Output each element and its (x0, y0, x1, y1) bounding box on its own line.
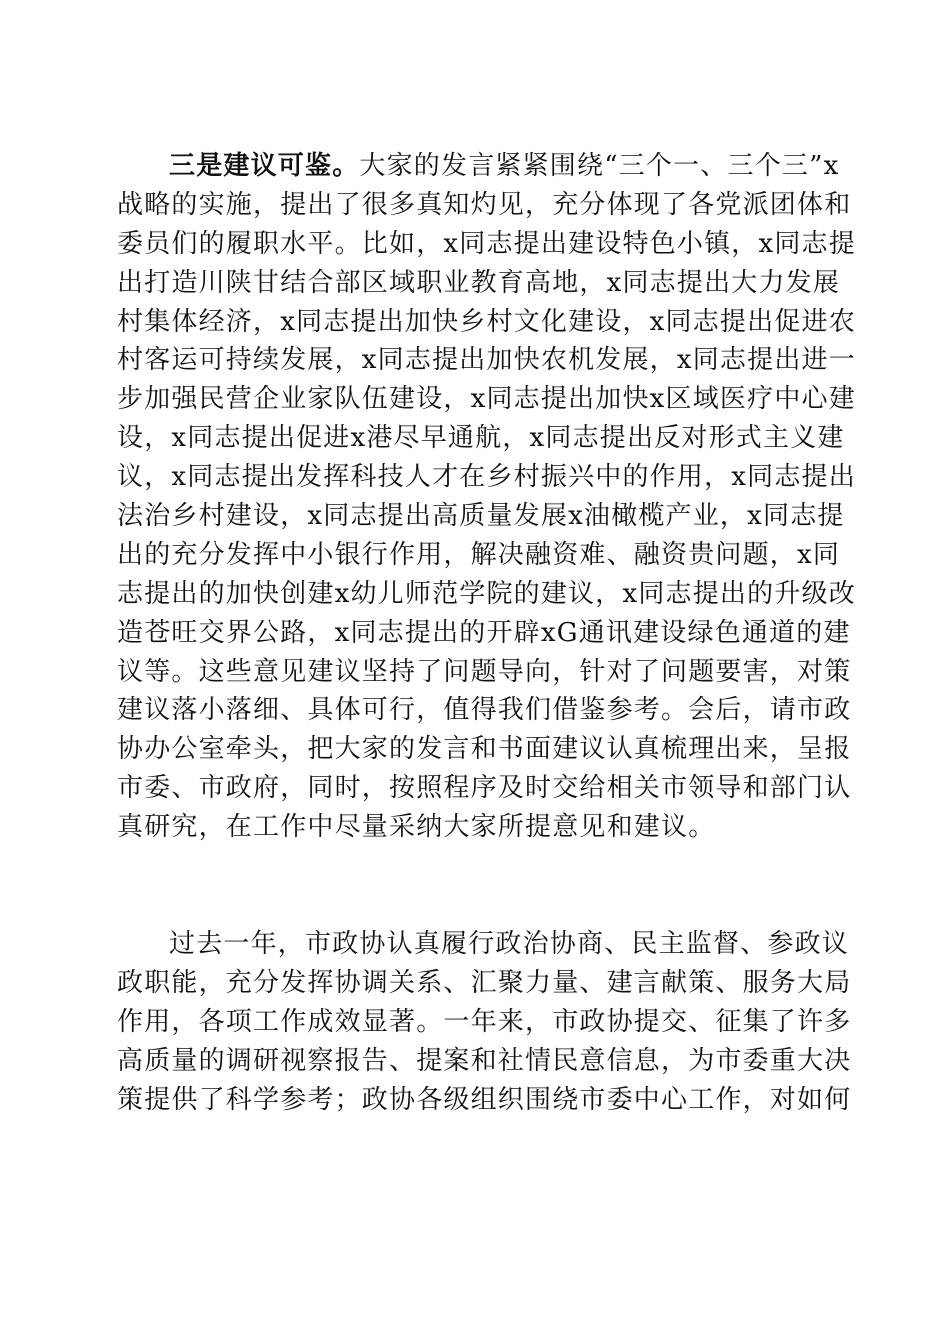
text-line: 造苍旺交界公路，x同志提出的开辟xG通讯建设绿色通道的建 (117, 617, 851, 648)
text-line: 建议落小落细、具体可行，值得我们借鉴参考。会后，请市政 (117, 695, 852, 726)
text-line: 法治乡村建设，x同志提出高质量发展x油橄榄产业，x同志提 (117, 501, 845, 532)
paragraph-suggestions (117, 147, 856, 847)
paragraph-past-year (117, 925, 852, 1119)
text-line: 过去一年，市政协认真履行政治协商、民主监督、参政议 (169, 929, 850, 959)
text-line: 真研究，在工作中尽量采纳大家所提意见和建议。 (117, 812, 716, 843)
text-line: 出打造川陕甘结合部区域职业教育高地，x同志提出大力发展 (117, 267, 841, 298)
text-line: 政职能，充分发挥协调关系、汇聚力量、建言献策、服务大局 (117, 967, 852, 998)
paragraph-lead: 三是建议可鉴。 (169, 151, 360, 181)
text-line: 志提出的加快创建x幼儿师范学院的建议，x同志提出的升级改 (117, 578, 856, 609)
text-line: 村客运可持续发展，x同志提出加快农机发展，x同志提出进一 (117, 345, 856, 376)
text-line: 议，x同志提出发挥科技人才在乡村振兴中的作用，x同志提出 (117, 462, 856, 493)
text-line: 设，x同志提出促进x港尽早通航，x同志提出反对形式主义建 (117, 423, 845, 454)
text-line: 协办公室牵头，把大家的发言和书面建议认真梳理出来，呈报 (117, 734, 852, 765)
text-line: 议等。这些意见建议坚持了问题导向，针对了问题要害，对策 (117, 656, 852, 687)
text-line: 市委、市政府，同时，按照程序及时交给相关市领导和部门认 (117, 773, 852, 804)
text-line: 村集体经济，x同志提出加快乡村文化建设，x同志提出促进农 (117, 306, 856, 337)
text-line: 策提供了科学参考；政协各级组织围绕市委中心工作，对如何 (117, 1084, 852, 1115)
text-line: 作用，各项工作成效显著。一年来，市政协提交、征集了许多 (117, 1006, 852, 1037)
text-line: 出的充分发挥中小银行作用，解决融资难、融资贵问题，x同 (117, 539, 841, 570)
text-line: 步加强民营企业家队伍建设，x同志提出加快x区域医疗中心建 (117, 384, 856, 415)
text-line: 高质量的调研视察报告、提案和社情民意信息，为市委重大决 (117, 1045, 852, 1076)
text-line: 战略的实施，提出了很多真知灼见，充分体现了各党派团体和 (117, 189, 852, 220)
text-line: 三是建议可鉴。大家的发言紧紧围绕“三个一、三个三”x (169, 151, 840, 181)
text-line: 委员们的履职水平。比如，x同志提出建设特色小镇，x同志提 (117, 228, 856, 259)
